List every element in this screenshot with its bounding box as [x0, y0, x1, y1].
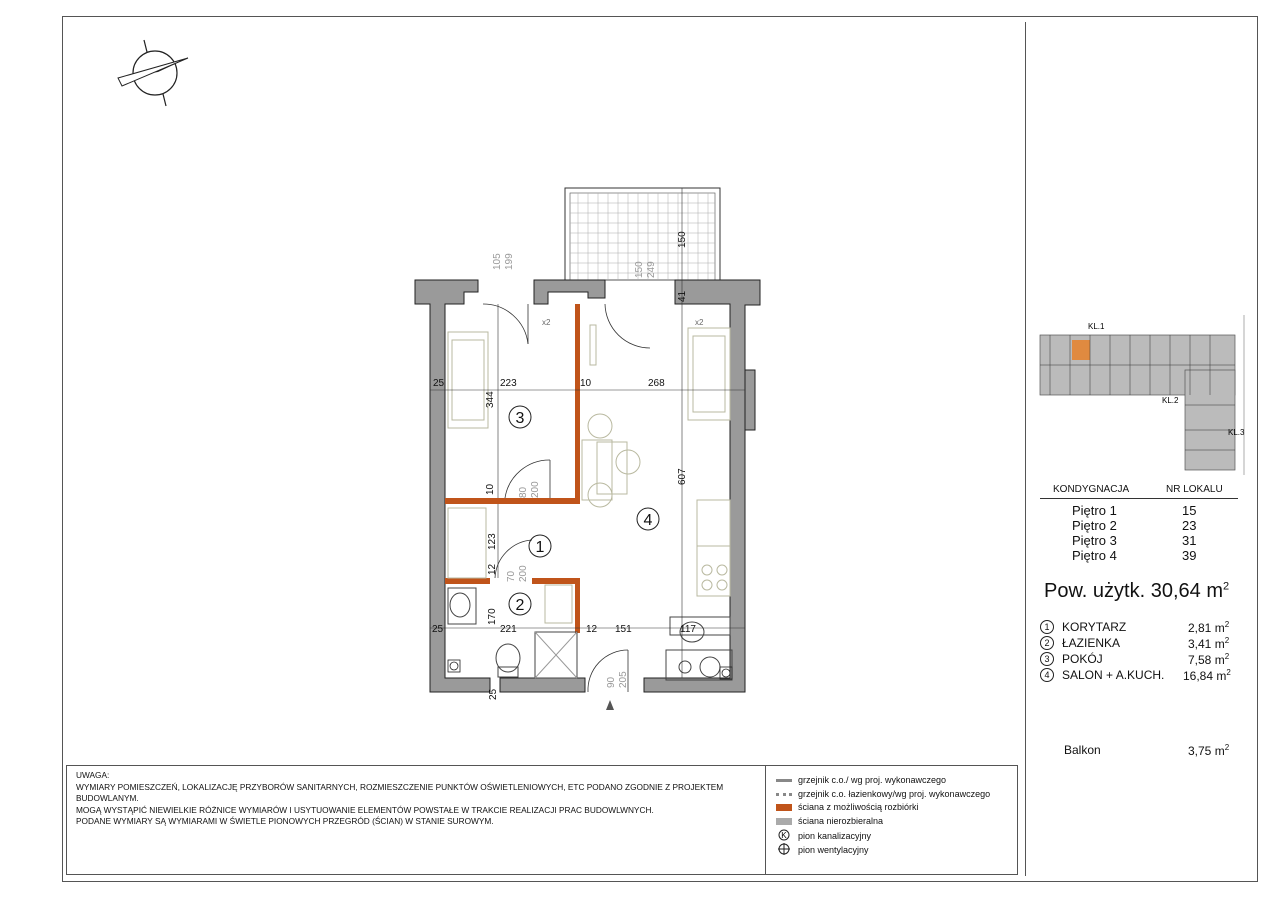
vent-riser-icon	[776, 843, 792, 857]
col-floor-header: KONDYGNACJA	[1053, 484, 1130, 495]
room-number-badge: 2	[1040, 636, 1054, 650]
highlighted-unit	[1072, 340, 1090, 360]
notes-line: MOGĄ WYSTĄPIĆ NIEWIELKIE RÓŻNICE WYMIARÓW I USYTUOWANIE ELEMENTÓW POWSTAŁE W TRAKCIE REALIZACJI PRAC BUDOWLWNYCH.	[76, 804, 654, 815]
room-number-badge: 4	[1040, 668, 1054, 682]
legend-label: pion kanalizacyjny	[798, 831, 872, 841]
room-area	[1188, 636, 1229, 651]
floor-cell: Piętro 1	[1072, 503, 1117, 518]
bathroom-radiator-line-icon	[776, 793, 792, 796]
balcony-area-sup: 2	[1224, 743, 1230, 752]
dimension-label: 25	[432, 624, 444, 635]
legend-item	[776, 789, 990, 799]
dimension-label: 151	[615, 624, 632, 635]
dimension-label: 123	[487, 533, 498, 550]
dimension-label: x2	[695, 318, 704, 327]
room-area-sup: 2	[1224, 620, 1230, 629]
usable-area-sup: 2	[1222, 580, 1230, 593]
legend-item	[776, 829, 871, 843]
balcony-label: Balkon	[1064, 743, 1101, 757]
dimension-label: 344	[485, 391, 496, 408]
plan-room-number: 2	[515, 597, 525, 614]
legend-label: grzejnik c.o./ wg proj. wykonawczego	[798, 775, 947, 785]
dimension-label: 223	[500, 378, 517, 389]
key-label-kl3: KL.3	[1228, 428, 1245, 437]
room-name: KORYTARZ	[1062, 620, 1127, 634]
radiator-line-icon	[776, 779, 792, 782]
legend-label: grzejnik c.o. łazienkowy/wg proj. wykonawczego	[798, 789, 991, 799]
legend-label: pion wentylacyjny	[798, 845, 869, 855]
balcony-area-value: 3,75 m	[1188, 744, 1225, 758]
removable-wall-swatch-icon	[776, 804, 792, 811]
dimension-label: 200	[530, 481, 541, 498]
legend-label: ściana z możliwością rozbiórki	[798, 802, 919, 812]
dimension-label: 70	[506, 570, 517, 582]
dimension-label: 25	[433, 378, 445, 389]
legend-item	[776, 843, 869, 857]
room-row	[1040, 620, 1126, 634]
notes-line: PODANE WYMIARY SĄ WYMIARAMI W ŚWIETLE PIONOWYCH PRZEGRÓD (ŚCIAN) W STANIE SUROWYM.	[76, 816, 494, 826]
key-label-kl1: KL.1	[1088, 322, 1105, 331]
room-area-value: 2,81 m	[1188, 621, 1225, 635]
room-area	[1188, 620, 1229, 635]
unit-cell: 39	[1182, 548, 1197, 563]
dimension-label: 41	[677, 290, 688, 302]
room-row	[1040, 668, 1164, 682]
plan-room-number: 4	[643, 512, 653, 529]
north-arrow-icon	[110, 38, 200, 108]
legend-item	[776, 802, 919, 812]
plan-room-number: 1	[535, 539, 545, 556]
usable-area-label: Pow. użytk. 30,64 m	[1044, 580, 1223, 602]
plan-labels	[432, 231, 704, 700]
room-name: ŁAZIENKA	[1062, 636, 1121, 650]
room-area-sup: 2	[1224, 652, 1230, 661]
removable-walls	[445, 304, 580, 633]
unit-cell: 23	[1182, 518, 1197, 533]
sewer-riser-icon	[776, 829, 792, 843]
side-panel-divider	[1025, 22, 1026, 876]
room-number-badge: 1	[1040, 620, 1054, 634]
entrance-arrow-icon	[606, 700, 614, 710]
dimension-label: 268	[648, 378, 665, 389]
dimension-label: 25	[488, 688, 499, 700]
dimension-label: 105	[492, 253, 503, 270]
notes-line: WYMIARY POMIESZCZEŃ, LOKALIZACJĘ PRZYBORÓW SANITARNYCH, ROZMIESZCZENIE PUNKTÓW OŚWIETLENIOWYCH, ETC PODANO ZGODNIE Z PROJEKTEM BUDOWLANYM.	[76, 781, 726, 803]
room-area	[1183, 668, 1231, 683]
room-area-value: 7,58 m	[1188, 653, 1225, 667]
room-name: POKÓJ	[1062, 652, 1103, 666]
legend-label: ściana nierozbieralna	[798, 816, 884, 826]
table-rule	[1040, 498, 1238, 499]
unit-cell: 15	[1182, 503, 1197, 518]
key-plan	[1030, 315, 1255, 475]
room-area	[1188, 652, 1229, 667]
usable-area-title	[1044, 580, 1229, 603]
legend-item	[776, 816, 883, 826]
legend-item	[776, 775, 946, 785]
dimension-label: 12	[586, 624, 598, 635]
dimension-label: 80	[518, 486, 529, 498]
dimension-label: 607	[677, 468, 688, 485]
dimension-label: 221	[500, 624, 517, 635]
dimension-label: 150	[677, 231, 688, 248]
dimension-label: 10	[580, 378, 592, 389]
room-number-badge: 3	[1040, 652, 1054, 666]
notes-heading: UWAGA:	[76, 770, 110, 780]
dimension-label: 199	[504, 253, 515, 270]
floor-cell: Piętro 2	[1072, 518, 1117, 533]
floor-cell: Piętro 4	[1072, 548, 1117, 563]
dimension-label: 10	[485, 483, 496, 495]
unit-cell: 31	[1182, 533, 1197, 548]
fixed-wall-swatch-icon	[776, 818, 792, 825]
key-label-kl2: KL.2	[1162, 396, 1179, 405]
dimension-label: 12	[487, 563, 498, 575]
dimension-label: 150	[634, 261, 645, 278]
room-name: SALON + A.KUCH.	[1062, 668, 1165, 682]
dimension-label: 249	[646, 261, 657, 278]
balcony-area	[1188, 743, 1229, 758]
col-unit-header: NR LOKALU	[1166, 484, 1223, 495]
notes	[76, 770, 756, 828]
dimension-label: 205	[618, 671, 629, 688]
plan-room-number: 3	[515, 410, 525, 427]
floor-cell: Piętro 3	[1072, 533, 1117, 548]
floor-plan	[400, 180, 780, 720]
room-area-sup: 2	[1224, 636, 1230, 645]
room-row	[1040, 636, 1120, 650]
room-area-value: 16,84 m	[1183, 669, 1227, 683]
dimension-label: x2	[542, 318, 551, 327]
dimension-label: 117	[680, 624, 696, 635]
dimension-label: 200	[518, 565, 529, 582]
room-row	[1040, 652, 1103, 666]
dimension-label: 90	[606, 676, 617, 688]
room-area-sup: 2	[1226, 668, 1231, 677]
dimension-label: 170	[487, 608, 498, 625]
svg-text:K: K	[781, 831, 787, 840]
room-area-value: 3,41 m	[1188, 637, 1225, 651]
